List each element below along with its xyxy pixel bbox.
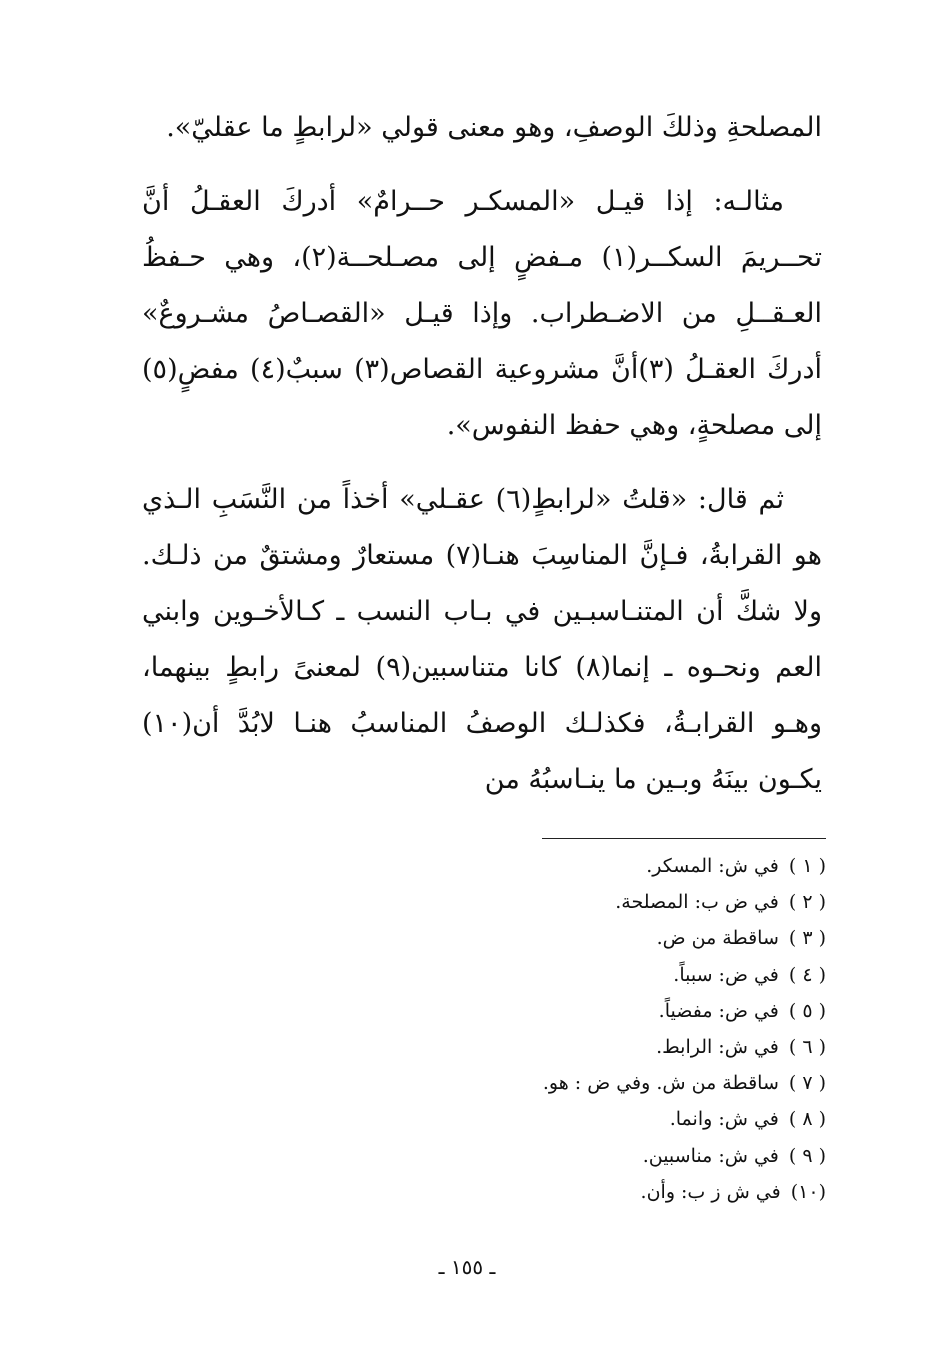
footnote-text: في ض: سبباً. [673,963,779,986]
footnote-number: ( ٥ ) [788,999,826,1022]
footnote-text: في ش: الرابط. [656,1036,779,1059]
paragraph-2: مثالـه: إذا قيـل «المسكـر حــرامٌ» أدركَ العقـلُ أنَّ تحــريمَ السكــر(١) مـفضٍ إلى مصـلحــة(٢)، وهي حـفظُ العـقــلِ من الاضـطراب. وإذا قيـل «القصـاصُ مشـروعٌ» أدركَ العقـلُ (٣)أنَّ مشروعية القصاص(٣) سببٌ(٤) مفضٍ(٥) إلى مصلحةٍ، وهي حفظ النفوس». [142,186,822,441]
footnote-text: ساقطة من ض. [656,927,779,950]
footnote-item [406,920,826,956]
footnote-item [406,884,826,920]
footnote-divider [542,838,826,839]
main-text [142,100,822,808]
footnote-number: ( ٩ ) [788,1144,826,1167]
footnote-text: في ض: مفضياً. [658,999,779,1022]
footnote-item [406,1138,826,1174]
footnote-number: ( ٧ ) [788,1072,826,1095]
footnote-item [406,848,826,884]
footnotes [406,848,826,1210]
paragraph-1: المصلحةِ وذلكَ الوصفِ، وهو معنى قولي «لرابطٍ ما عقليّ». [166,112,822,143]
footnote-number: ( ٦ ) [788,1036,826,1059]
footnote-item [406,957,826,993]
footnote-number: ( ١ ) [788,855,826,877]
footnote-item [406,1174,826,1210]
footnote-item [406,1101,826,1137]
footnote-text: في ض ب: المصلحة. [615,891,779,914]
footnote-text: في ش: مناسبين. [642,1144,779,1167]
footnote-item [406,993,826,1029]
footnote-text: في ش: المسكر. [646,855,779,877]
footnote-item [406,1029,826,1065]
footnote-number: (١٠) [790,1180,826,1203]
footnote-number: ( ٨ ) [788,1108,826,1131]
footnote-text: ساقطة من ش. وفي ض : هو. [542,1072,779,1095]
page-number: ـ ١٥٥ ـ [438,1255,496,1279]
footnote-item [406,1065,826,1101]
footnote-number: ( ٢ ) [788,891,826,914]
footnote-number: ( ٤ ) [788,963,826,986]
footnote-text: في ش ز ب: وأن. [640,1180,781,1203]
footnote-number: ( ٣ ) [788,927,826,950]
footnote-text: في ش: وانما. [669,1108,779,1131]
paragraph-3: ثم قال: «قلتُ «لرابطٍ(٦) عقـلي» أخذاً من النَّسَبِ الـذي هو القرابةُ، فـإنَّ المناسِبَ هنـا(٧) مستعارٌ ومشتقٌ من ذلـك. ولا شكَّ أن المتنـاسبـين في بـاب النسب ـ كـالأخـوين وابني العم ونحـوه ـ إنما(٨) كانا متناسبين(٩) لمعنىً رابطٍ بينهما، وهـو القرابـةُ، فكذلـك الوصفُ المناسبُ هنـا لابُدَّ أن(١٠) يكـون بينَهُ وبـين ما ينـاسبُهُ من [142,484,822,795]
